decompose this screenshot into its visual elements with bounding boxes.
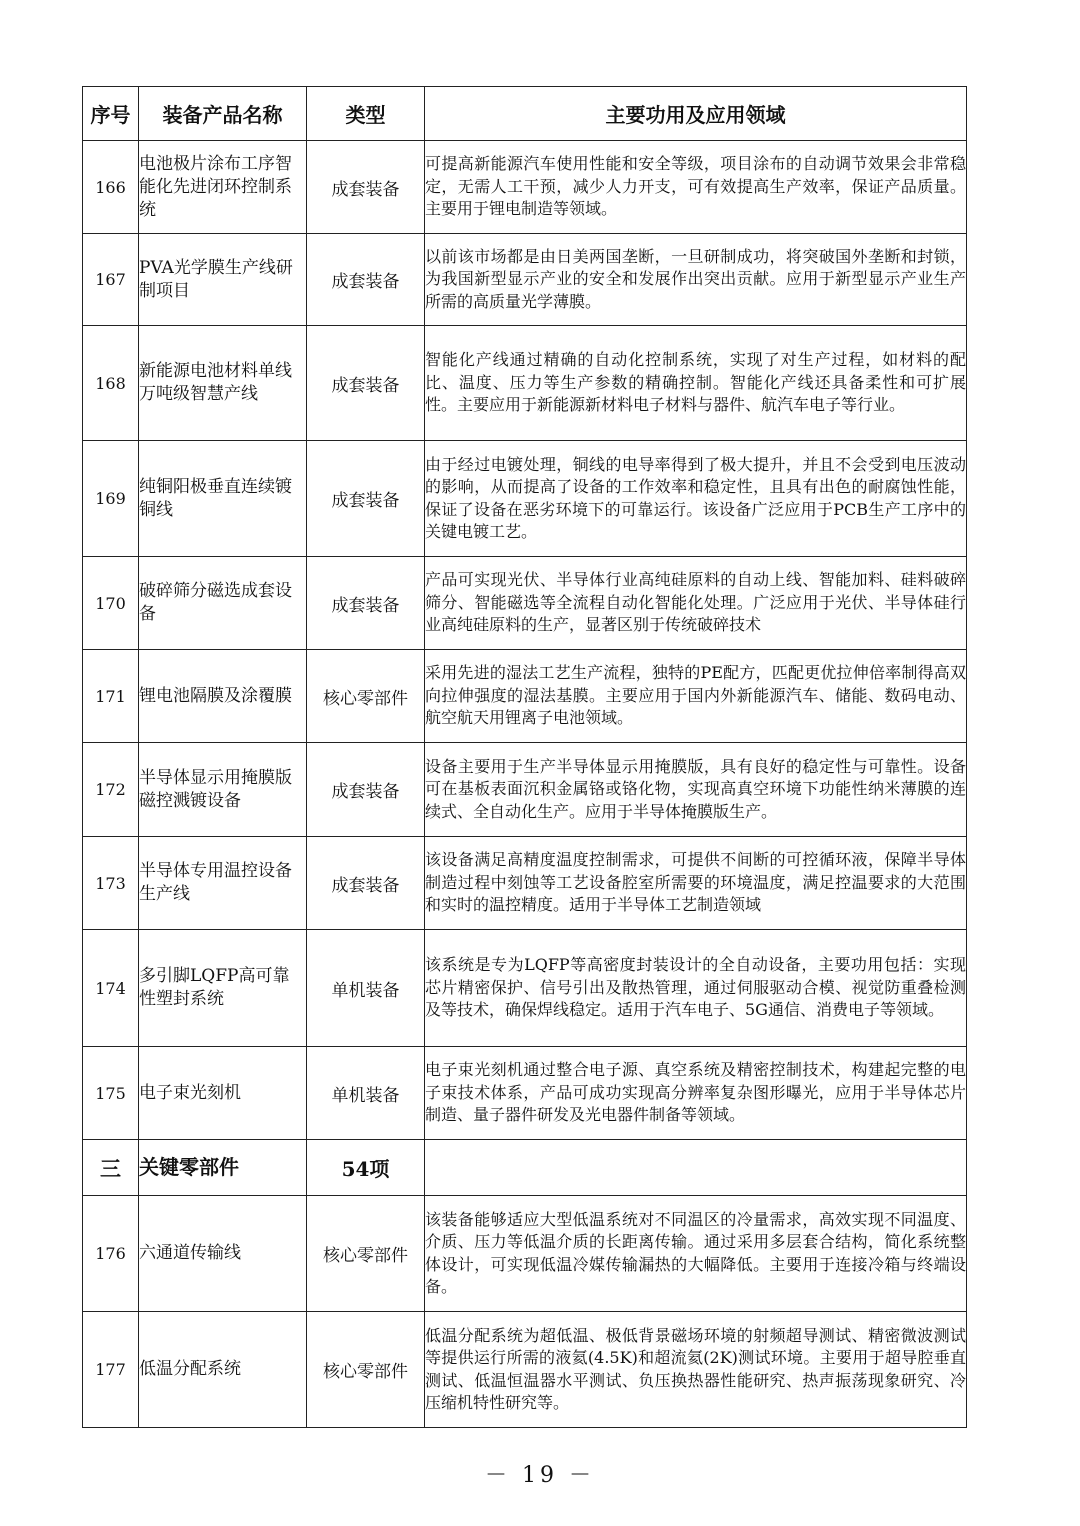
product-description: 电子束光刻机通过整合电子源、真空系统及精密控制技术，构建起完整的电子束技术体系，产品可成功实现高分辨率复杂图形曝光，应用于半导体芯片制造、量子器件研发及光电器件制备等领域。 (425, 1047, 967, 1140)
product-name: 低温分配系统 (139, 1312, 307, 1428)
section-number: 三 (83, 1140, 139, 1196)
table-row (83, 326, 967, 441)
equipment-table (82, 86, 967, 1428)
product-type: 核心零部件 (307, 1312, 425, 1428)
section-count: 54项 (307, 1140, 425, 1196)
row-number: 169 (83, 441, 139, 557)
header-index: 序号 (83, 87, 139, 141)
product-name: 多引脚LQFP高可靠性塑封系统 (139, 930, 307, 1047)
table-row (83, 141, 967, 234)
product-name: 纯铜阳极垂直连续镀铜线 (139, 441, 307, 557)
product-name: 锂电池隔膜及涂覆膜 (139, 650, 307, 743)
table-row (83, 557, 967, 650)
product-type: 单机装备 (307, 930, 425, 1047)
section-row (83, 1140, 967, 1196)
product-name: 六通道传输线 (139, 1196, 307, 1312)
page-number: － 19 － (485, 1463, 595, 1488)
product-type: 成套装备 (307, 743, 425, 837)
row-number: 172 (83, 743, 139, 837)
row-number: 167 (83, 234, 139, 326)
row-number: 176 (83, 1196, 139, 1312)
table-row (83, 1047, 967, 1140)
row-number: 173 (83, 837, 139, 930)
table-row (83, 743, 967, 837)
product-type: 核心零部件 (307, 650, 425, 743)
product-type: 成套装备 (307, 141, 425, 234)
section-desc (425, 1140, 967, 1196)
product-description: 采用先进的湿法工艺生产流程，独特的PE配方，匹配更优拉伸倍率制得高双向拉伸强度的湿法基膜。主要应用于国内外新能源汽车、储能、数码电动、航空航天用锂离子电池领域。 (425, 650, 967, 743)
product-type: 成套装备 (307, 234, 425, 326)
product-name: 半导体专用温控设备生产线 (139, 837, 307, 930)
product-name: 电子束光刻机 (139, 1047, 307, 1140)
product-description: 智能化产线通过精确的自动化控制系统，实现了对生产过程，如材料的配比、温度、压力等生产参数的精确控制。智能化产线还具备柔性和可扩展性。主要应用于新能源新材料电子材料与器件、航汽车电子等行业。 (425, 326, 967, 441)
product-description: 该系统是专为LQFP等高密度封装设计的全自动设备，主要功用包括：实现芯片精密保护、信号引出及散热管理，通过伺服驱动合模、视觉防重叠检测及等技术，确保焊线稳定。适用于汽车电子、5G通信、消费电子等领域。 (425, 930, 967, 1047)
table-row (83, 441, 967, 557)
product-name: 半导体显示用掩膜版磁控溅镀设备 (139, 743, 307, 837)
table-row (83, 234, 967, 326)
product-description: 以前该市场都是由日美两国垄断，一旦研制成功，将突破国外垄断和封锁，为我国新型显示产业的安全和发展作出突出贡献。应用于新型显示产业生产所需的高质量光学薄膜。 (425, 234, 967, 326)
product-description: 产品可实现光伏、半导体行业高纯硅原料的自动上线、智能加料、硅料破碎筛分、智能磁选等全流程自动化智能化处理。广泛应用于光伏、半导体硅行业高纯硅原料的生产，显著区别于传统破碎技术 (425, 557, 967, 650)
table-header-row (83, 87, 967, 141)
table-body (83, 141, 967, 1140)
product-name: 破碎筛分磁选成套设备 (139, 557, 307, 650)
product-description: 由于经过电镀处理，铜线的电导率得到了极大提升，并且不会受到电压波动的影响，从而提高了设备的工作效率和稳定性，且具有出色的耐腐蚀性能，保证了设备在恶劣环境下的可靠运行。该设备广泛应用于PCB生产工序中的关键电镀工艺。 (425, 441, 967, 557)
table-row (83, 650, 967, 743)
table-row (83, 1196, 967, 1312)
table-body (83, 1196, 967, 1428)
product-description: 该装备能够适应大型低温系统对不同温区的冷量需求，高效实现不同温度、介质、压力等低温介质的长距离传输。通过采用多层套合结构，简化系统整体设计，可实现低温冷媒传输漏热的大幅降低。主要用于连接冷箱与终端设备。 (425, 1196, 967, 1312)
product-type: 核心零部件 (307, 1196, 425, 1312)
section-title: 关键零部件 (139, 1140, 307, 1196)
row-number: 174 (83, 930, 139, 1047)
product-type: 成套装备 (307, 326, 425, 441)
row-number: 170 (83, 557, 139, 650)
header-function: 主要功用及应用领域 (425, 87, 967, 141)
product-name: PVA光学膜生产线研制项目 (139, 234, 307, 326)
table-row (83, 837, 967, 930)
table-row (83, 1312, 967, 1428)
product-name: 电池极片涂布工序智能化先进闭环控制系统 (139, 141, 307, 234)
product-type: 单机装备 (307, 1047, 425, 1140)
product-description: 低温分配系统为超低温、极低背景磁场环境的射频超导测试、精密微波测试等提供运行所需的液氦(4.5K)和超流氦(2K)测试环境。主要用于超导腔垂直测试、低温恒温器水平测试、负压换热器性能研究、热声振荡现象研究、冷压缩机特性研究等。 (425, 1312, 967, 1428)
product-description: 设备主要用于生产半导体显示用掩膜版，具有良好的稳定性与可靠性。设备可在基板表面沉积金属铬或铬化物，实现高真空环境下功能性纳米薄膜的连续式、全自动化生产。应用于半导体掩膜版生产。 (425, 743, 967, 837)
row-number: 177 (83, 1312, 139, 1428)
row-number: 171 (83, 650, 139, 743)
row-number: 168 (83, 326, 139, 441)
product-description: 可提高新能源汽车使用性能和安全等级，项目涂布的自动调节效果会非常稳定，无需人工干预，减少人力开支，可有效提高生产效率，保证产品质量。主要用于锂电制造等领域。 (425, 141, 967, 234)
product-description: 该设备满足高精度温度控制需求，可提供不间断的可控循环液，保障半导体制造过程中刻蚀等工艺设备腔室所需要的环境温度，满足控温要求的大范围和实时的温控精度。适用于半导体工艺制造领域 (425, 837, 967, 930)
row-number: 175 (83, 1047, 139, 1140)
header-type: 类型 (307, 87, 425, 141)
product-type: 成套装备 (307, 557, 425, 650)
table-row (83, 930, 967, 1047)
product-name: 新能源电池材料单线万吨级智慧产线 (139, 326, 307, 441)
row-number: 166 (83, 141, 139, 234)
product-type: 成套装备 (307, 837, 425, 930)
product-type: 成套装备 (307, 441, 425, 557)
header-product-name: 装备产品名称 (139, 87, 307, 141)
